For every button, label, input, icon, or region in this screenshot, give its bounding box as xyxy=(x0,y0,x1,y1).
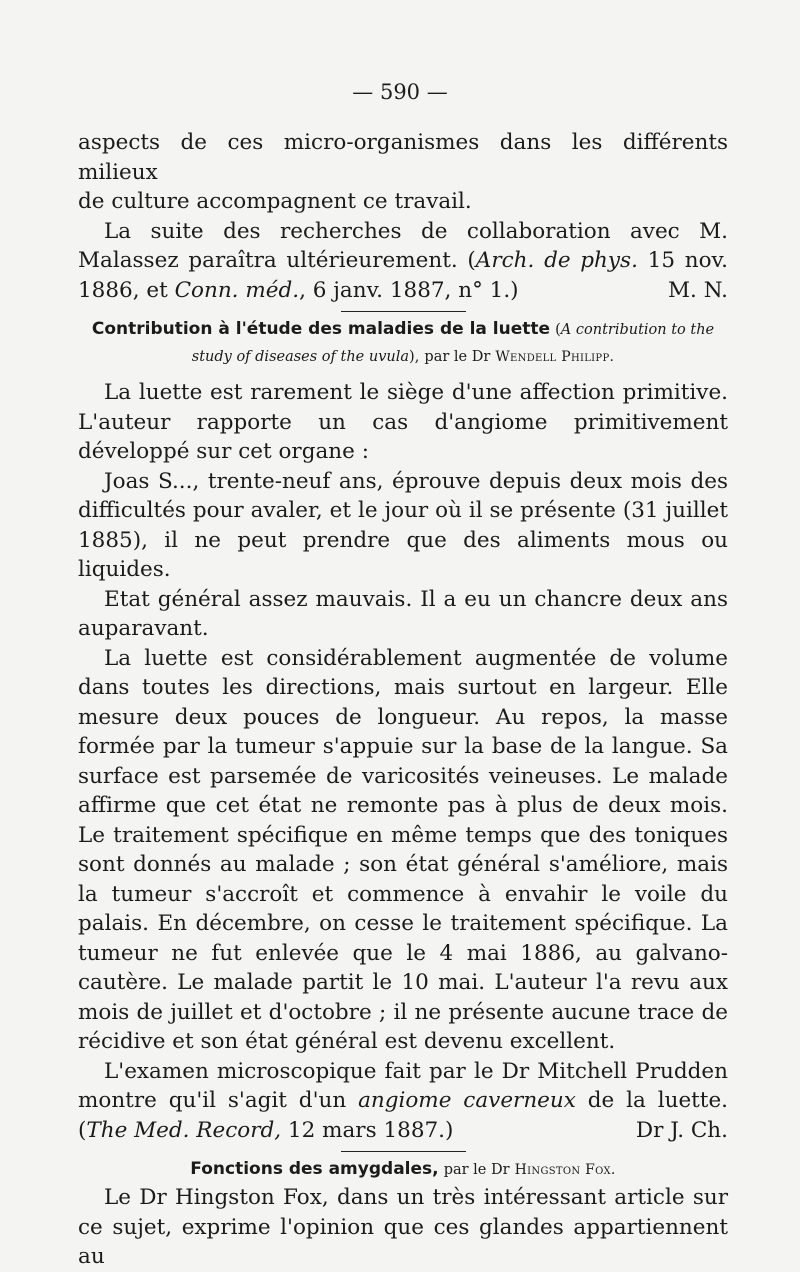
article-title-english: A contribution to the study of diseases of the uvula xyxy=(191,322,715,365)
byline-prefix: par le Dr xyxy=(424,349,491,365)
previous-article xyxy=(78,128,728,305)
signature: Dr J. Ch. xyxy=(635,1117,728,1143)
source-journal: The Med. Record, xyxy=(86,1117,282,1143)
article-heading: Contribution à l'étude des maladies de la luette (A contribution to the study of diseases of the uvula), par le Dr Wendell Philipp. xyxy=(91,319,715,365)
section-divider xyxy=(341,1151,466,1152)
source-journal: Conn. méd. xyxy=(174,277,300,303)
text-line: de culture accompagnent ce travail. xyxy=(78,189,472,214)
article-text-column xyxy=(78,128,728,1272)
paragraph: La luette est rarement le siège d'une affection primitive. L'auteur rapporte un cas d'angiome primitivement développé sur cet organe : xyxy=(78,380,728,464)
paragraph: Joas S..., trente-neuf ans, éprouve depuis deux mois des difficultés pour avaler, et le jour où il se présente (31 juillet 1885), il ne peut prendre que des aliments mous ou liquides. xyxy=(78,468,728,582)
paragraph-last: L'examen microscopique fait par le Dr Mitchell Prudden montre qu'il s'agit d'un angiome caverneux de la luette. (The Med. Record, 12 mars 1887.) Dr J. Ch. xyxy=(78,1057,728,1146)
paragraph: La luette est considérablement augmentée de volume dans toutes les directions, mais surtout en largeur. Elle mesure deux pouces de longueur. Au repos, la masse formée par la tumeur s'appuie sur la base de la langue. Sa surface est parsemée de varicosités veineuses. Le malade affirme que cet état ne remonte pas à plus de deux mois. Le traitement spécifique en même temps que des toniques sont donnés au malade ; son état général s'améliore, mais la tumeur s'accroît et commence à envahir le voile du palais. En décembre, on cesse le traitement spécifique. La tumeur ne fut enlevée que le 4 mai 1886, au galvano-cautère. Le malade partit le 10 mai. L'auteur l'a revu aux mois de juillet et d'octobre ; il ne présente aucune trace de récidive et son état général est devenu excellent. xyxy=(78,645,728,1054)
page-number: — 590 — xyxy=(352,80,448,104)
article-title: Contribution à l'étude des maladies de la luette xyxy=(91,319,551,339)
section-divider xyxy=(341,311,466,312)
article-title: Fonctions des amygdales, xyxy=(190,1159,439,1179)
previous-article-reference: La suite des recherches de collaboration avec M. Malassez paraîtra ultérieurement. (Arch. de phys. 15 nov. 1886, et Conn. méd., 6 janv. 1887, n° 1.) M. N. xyxy=(78,217,728,306)
article-heading xyxy=(78,1156,728,1183)
paragraph: Le Dr Hingston Fox, dans un très intéressant article sur ce sujet, exprime l'opinion que ces glandes appartiennent au xyxy=(78,1185,728,1269)
source-journal: Arch. de phys. xyxy=(475,248,638,273)
article-author: Wendell Philipp. xyxy=(495,349,615,365)
diagnosis: angiome caverneux xyxy=(358,1088,576,1113)
text-line: aspects de ces micro-organismes dans les différents milieux xyxy=(78,130,728,185)
byline-prefix: par le Dr xyxy=(443,1162,510,1178)
signature: M. N. xyxy=(668,277,728,303)
article-author: Hingston Fox. xyxy=(514,1162,616,1178)
paragraph: Etat général assez mauvais. Il a eu un chancre deux ans auparavant. xyxy=(78,586,728,641)
